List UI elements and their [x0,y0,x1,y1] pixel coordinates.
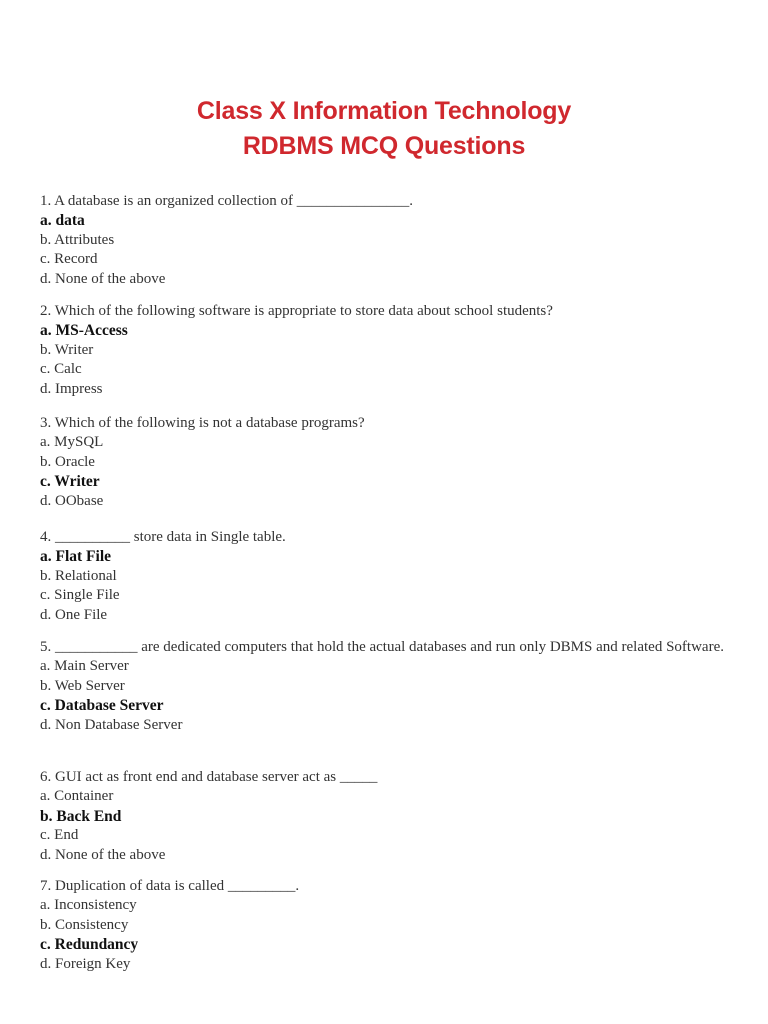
question-text: 2. Which of the following software is appropriate to store data about school students? [40,303,553,319]
question-text: 3. Which of the following is not a database programs? [40,415,365,431]
option-d: d. Non Database Server [40,716,183,733]
option-d: d. Impress [40,380,103,397]
question-text: 1. A database is an organized collection of _______________. [40,193,413,209]
question-text: 6. GUI act as front end and database server act as _____ [40,769,378,785]
option-b: b. Consistency [40,916,129,933]
option-c: c. Single File [40,587,120,604]
option-c: c. Redundancy [40,936,139,954]
question-text: 4. __________ store data in Single table. [40,529,286,545]
option-a: a. Inconsistency [40,897,137,914]
option-d: d. None of the above [40,270,166,287]
option-b: b. Web Server [40,677,125,694]
option-a: a. data [40,212,85,230]
option-c: c. End [40,827,79,844]
option-a: a. Container [40,788,114,805]
option-a: a. MS-Access [40,322,128,340]
option-c: c. Calc [40,361,82,378]
option-d: d. Foreign Key [40,955,131,972]
option-a: a. Flat File [40,548,112,566]
option-d: d. None of the above [40,846,166,863]
question-7 [40,877,730,974]
page-subtitle: RDBMS MCQ Questions [242,132,526,160]
page-title: Class X Information Technology [196,97,572,125]
question-text: 7. Duplication of data is called _________. [40,878,300,894]
option-a: a. Main Server [40,658,129,675]
question-3 [40,414,730,511]
option-c: c. Record [40,251,98,268]
question-2 [40,302,730,399]
option-b: b. Relational [40,567,117,584]
question-6 [40,768,730,865]
question-text: 5. ___________ are dedicated computers that hold the actual databases and run only DBMS and related Software. [40,639,724,655]
option-b: b. Oracle [40,453,95,470]
option-c: c. Writer [40,473,100,491]
question-1 [40,192,730,289]
question-4 [40,528,730,625]
option-b: b. Attributes [40,231,115,248]
option-a: a. MySQL [40,434,104,451]
option-b: b. Back End [40,807,122,825]
option-d: d. One File [40,606,108,623]
question-5 [40,638,730,735]
option-d: d. OObase [40,492,104,509]
option-b: b. Writer [40,341,94,358]
option-c: c. Database Server [40,697,164,715]
